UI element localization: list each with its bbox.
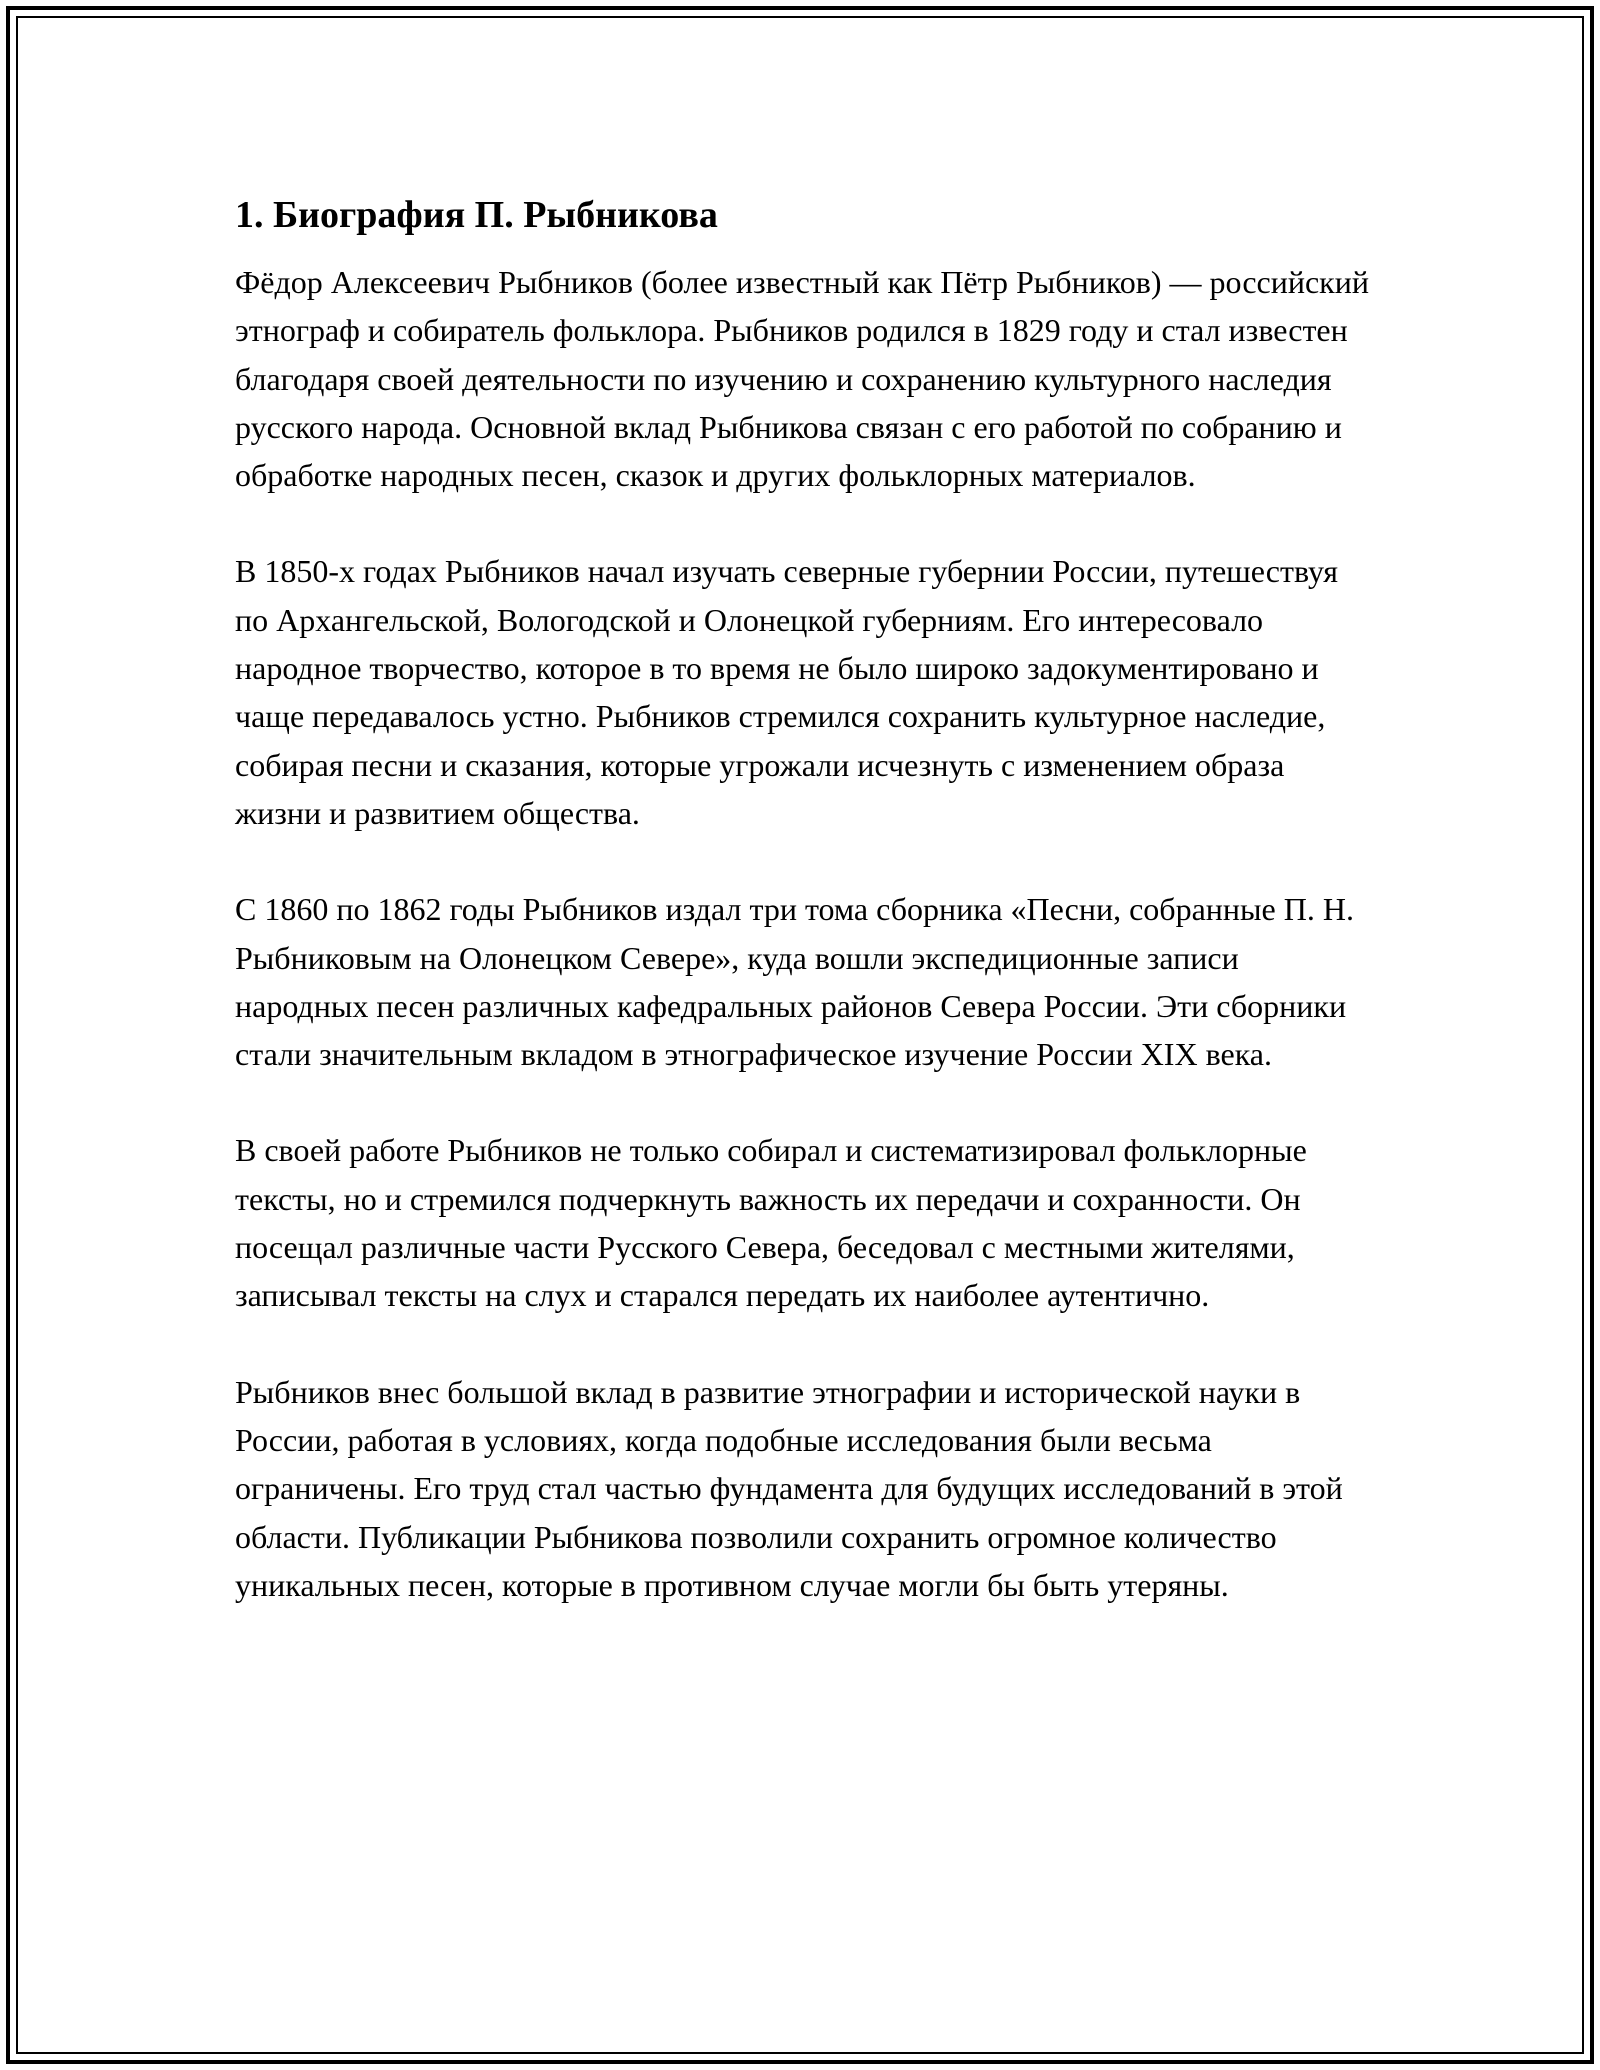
section-heading: 1. Биография П. Рыбникова: [235, 194, 718, 236]
paragraph-publications: С 1860 по 1862 годы Рыбников издал три тома сборника «Песни, собранные П. Н. Рыбниковым на Олонецком Севере», куда вошли экспедиционные записи народных песен различных кафедральных районов Севера России. Эти сборники стали значительным вкладом в этнографическое изучение России XIX века.: [235, 891, 1354, 1073]
paragraph-methods: В своей работе Рыбников не только собирал и систематизировал фольклорные тексты, но и стремился подчеркнуть важность их передачи и сохранности. Он посещал различные части Русского Севера, беседовал с местными жителями, записывал тексты на слух и старался передать их наиболее аутентично.: [235, 1132, 1307, 1314]
document-body: [235, 186, 1375, 1609]
paragraph-intro: Фёдор Алексеевич Рыбников (более известный как Пётр Рыбников) — российский этнограф и собиратель фольклора. Рыбников родился в 1829 году и стал известен благодаря своей деятельности по изучению и сохранению культурного наследия русского народа. Основной вклад Рыбникова связан с его работой по собранию и обработке народных песен, сказок и других фольклорных материалов.: [235, 264, 1369, 494]
paragraph-expeditions: В 1850-х годах Рыбников начал изучать северные губернии России, путешествуя по Архангельской, Вологодской и Олонецкой губерниям. Его интересовало народное творчество, которое в то время не было широко задокументировано и чаще передавалось устно. Рыбников стремился сохранить культурное наследие, собирая песни и сказания, которые угрожали исчезнуть с изменением образа жизни и развитием общества.: [235, 553, 1338, 831]
paragraph-legacy: Рыбников внес большой вклад в развитие этнографии и исторической науки в России, работая в условиях, когда подобные исследования были весьма ограничены. Его труд стал частью фундамента для будущих исследований в этой области. Публикации Рыбникова позволили сохранить огромное количество уникальных песен, которые в противном случае могли бы быть утеряны.: [235, 1373, 1343, 1603]
